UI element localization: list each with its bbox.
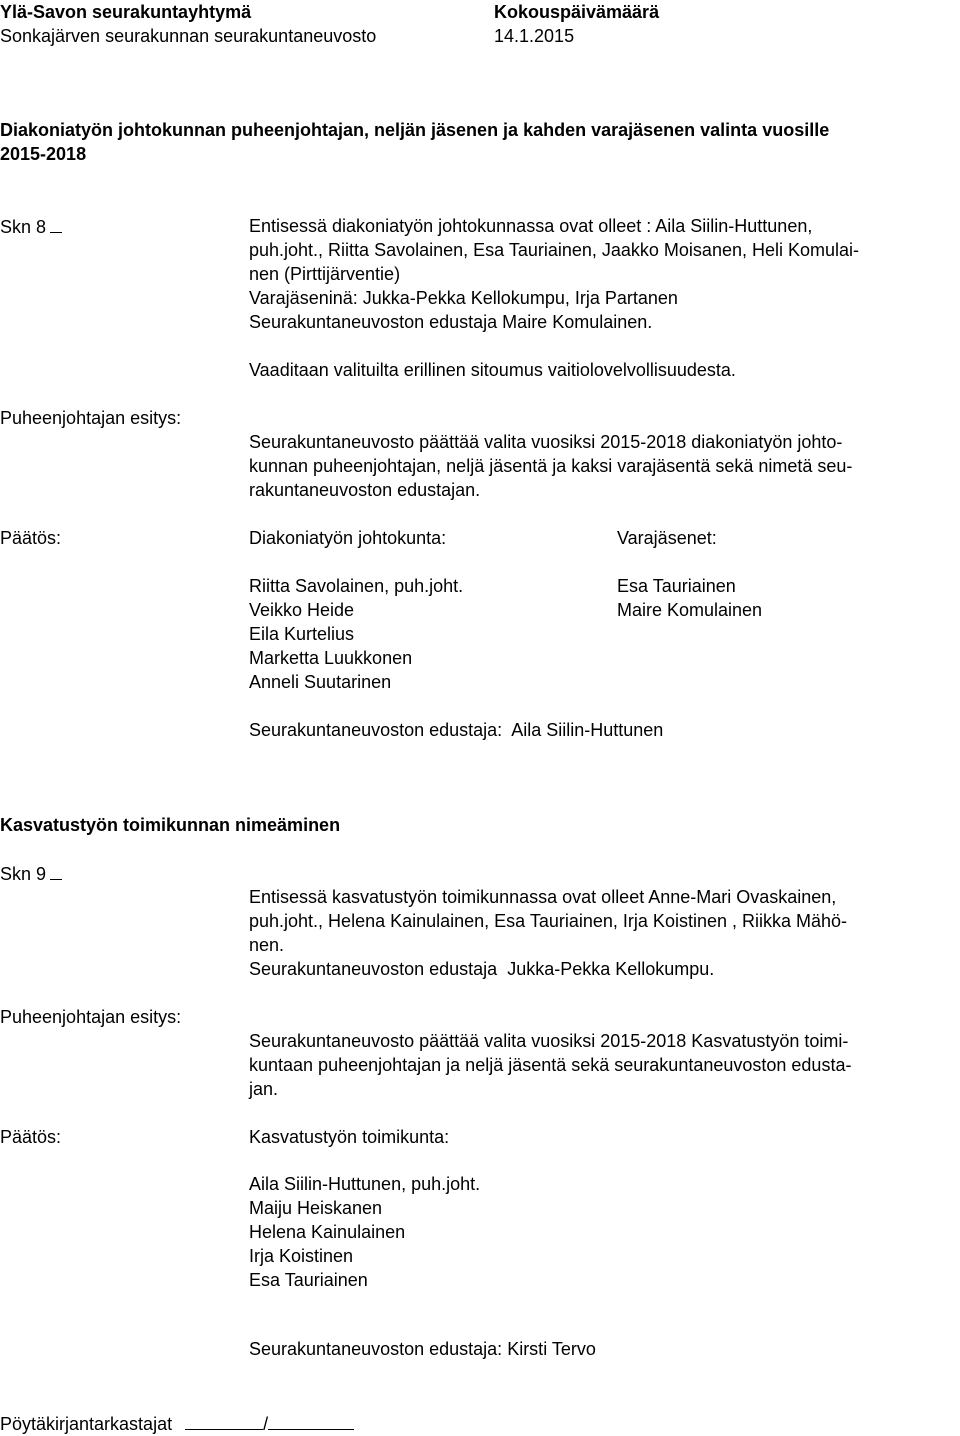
section2-background — [249, 885, 960, 981]
section1-proposal-line: rakuntaneuvoston edustajan. — [249, 480, 481, 500]
date-value: 14.1.2015 — [494, 26, 575, 46]
section1-proposal — [249, 430, 960, 502]
list-item: Marketta Luukkonen — [249, 648, 413, 668]
signature-line-2 — [268, 1411, 354, 1430]
unit-name: Sonkajärven seurakunnan seurakuntaneuvosto — [0, 26, 377, 46]
list-item: Eila Kurtelius — [249, 624, 355, 644]
section1-deputies-label: Varajäsenet: — [617, 528, 717, 548]
section1-background-line: Varajäseninä: Jukka-Pekka Kellokumpu, Irja Partanen — [249, 288, 678, 308]
section2-proposal-label: Puheenjohtajan esitys: — [0, 1007, 182, 1027]
section1-title-line1: Diakoniatyön johtokunnan puheenjohtajan, neljän jäsenen ja kahden varajäsenen valinta vuosille — [0, 120, 830, 140]
list-item: Maire Komulainen — [617, 600, 763, 620]
list-item: Riitta Savolainen, puh.joht. — [249, 576, 464, 596]
section1-background-line: Entisessä diakoniatyön johtokunnassa ovat olleet : Aila Siilin-Huttunen, — [249, 216, 813, 236]
list-item: Veikko Heide — [249, 600, 355, 620]
date-label: Kokouspäivämäärä — [494, 2, 660, 22]
list-item: Anneli Suutarinen — [249, 672, 392, 692]
list-item: Aila Siilin-Huttunen, puh.joht. — [249, 1174, 481, 1194]
section2-background-line: nen. — [249, 935, 285, 955]
section2-board-label: Kasvatustyön toimikunta: — [249, 1127, 450, 1147]
section2-decision-label: Päätös: — [0, 1127, 62, 1147]
section2-proposal-line: Seurakuntaneuvosto päättää valita vuosiksi 2015-2018 Kasvatustyön toimi- — [249, 1031, 849, 1051]
section2-skn-label — [0, 861, 62, 886]
section2-background-line: Seurakuntaneuvoston edustaja Jukka-Pekka Kellokumpu. — [249, 959, 715, 979]
section1-proposal-line: kunnan puheenjohtajan, neljä jäsentä ja kaksi varajäsentä sekä nimetä seu- — [249, 456, 853, 476]
skn-label-text: Skn 9 — [0, 864, 47, 884]
organization-name: Ylä-Savon seurakuntayhtymä — [0, 2, 252, 22]
section1-background — [249, 214, 960, 334]
list-item: Irja Koistinen — [249, 1246, 354, 1266]
section1-proposal-label: Puheenjohtajan esitys: — [0, 408, 182, 428]
section1-members-list — [249, 574, 463, 694]
section1-proposal-line: Seurakuntaneuvosto päättää valita vuosiksi 2015-2018 diakoniatyön johto- — [249, 432, 843, 452]
section2-representative: Seurakuntaneuvoston edustaja: Kirsti Tervo — [249, 1339, 596, 1359]
section2-background-line: puh.joht., Helena Kainulainen, Esa Tauriainen, Irja Koistinen , Riikka Mähö- — [249, 911, 848, 931]
section2-members-list — [249, 1172, 480, 1292]
section1-background-line: puh.joht., Riitta Savolainen, Esa Tauriainen, Jaakko Moisanen, Heli Komulai- — [249, 240, 860, 260]
skn-underline — [50, 861, 62, 880]
section2-proposal-line: jan. — [249, 1079, 279, 1099]
footer-label: Pöytäkirjantarkastajat — [0, 1414, 173, 1434]
section2-proposal-line: kuntaan puheenjohtajan ja neljä jäsentä sekä seurakuntaneuvoston edusta- — [249, 1055, 852, 1075]
list-item: Helena Kainulainen — [249, 1222, 406, 1242]
footer-signatures — [0, 1411, 354, 1436]
section2-proposal — [249, 1029, 960, 1101]
section1-background-line: Seurakuntaneuvoston edustaja Maire Komulainen. — [249, 312, 653, 332]
section1-skn-label — [0, 214, 62, 239]
section1-background-line: nen (Pirttijärventie) — [249, 264, 401, 284]
signature-line-1 — [185, 1411, 263, 1430]
list-item: Esa Tauriainen — [617, 576, 736, 596]
section2-background-line: Entisessä kasvatustyön toimikunnassa ovat olleet Anne-Mari Ovaskainen, — [249, 887, 837, 907]
section1-decision-label: Päätös: — [0, 528, 62, 548]
list-item: Esa Tauriainen — [249, 1270, 368, 1290]
skn-label-text: Skn 8 — [0, 217, 47, 237]
section1-board-label: Diakoniatyön johtokunta: — [249, 528, 447, 548]
section2-title: Kasvatustyön toimikunnan nimeäminen — [0, 815, 341, 835]
section1-deputies-list — [617, 574, 762, 622]
skn-underline — [50, 214, 62, 233]
footer-separator: / — [263, 1414, 269, 1434]
section1-representative: Seurakuntaneuvoston edustaja: Aila Siilin-Huttunen — [249, 720, 664, 740]
section1-title-line2: 2015-2018 — [0, 144, 87, 164]
section1-note: Vaaditaan valituilta erillinen sitoumus vaitiolovelvollisuudesta. — [249, 360, 736, 380]
list-item: Maiju Heiskanen — [249, 1198, 383, 1218]
